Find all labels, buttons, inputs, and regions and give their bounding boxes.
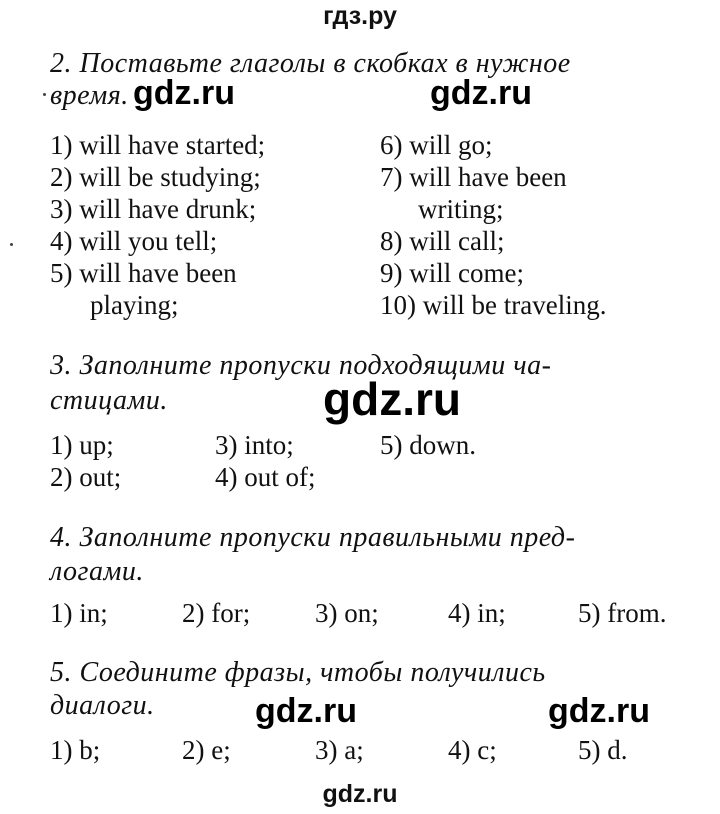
watermark: gdz.ru: [323, 373, 461, 425]
task3-answer-3: 3) into;: [215, 430, 294, 460]
task2-answer-7: 7) will have been: [380, 162, 567, 192]
task2-answer-9: 9) will come;: [380, 258, 524, 288]
task2-answer-5-cont: playing;: [90, 290, 179, 320]
task5-title-line2: диалоги.: [50, 690, 155, 721]
task3-answer-4: 4) out of;: [215, 462, 316, 492]
task4-answer-3: 3) on;: [315, 598, 379, 628]
task2-answer-2: 2) will be studying;: [50, 162, 261, 192]
task3-title-line1: 3. Заполните пропуски подходящими ча-: [50, 350, 552, 381]
task3-answer-1: 1) up;: [50, 430, 114, 460]
task4-answer-2: 2) for;: [182, 598, 251, 628]
site-header: гдз.ру: [323, 2, 397, 30]
task5-answer-3: 3) a;: [315, 735, 364, 765]
task2-answer-4: 4) will you tell;: [50, 226, 218, 256]
task4-answer-4: 4) in;: [448, 598, 506, 628]
task2-answer-7-cont: writing;: [418, 194, 504, 224]
task2-answer-3: 3) will have drunk;: [50, 194, 257, 224]
task4-title-line2: логами.: [50, 556, 144, 587]
task3-answer-2: 2) out;: [50, 462, 122, 492]
task4-answer-1: 1) in;: [50, 598, 108, 628]
task5-answer-5: 5) d.: [578, 735, 628, 765]
task4-title-line1: 4. Заполните пропуски правильными пред-: [50, 522, 576, 553]
task5-answer-1: 1) b;: [50, 735, 101, 765]
task2-answer-1: 1) will have started;: [50, 130, 266, 160]
site-footer: gdz.ru: [322, 780, 398, 808]
watermark: gdz.ru: [548, 692, 650, 730]
task2-title-line2: время.: [50, 80, 129, 111]
task2-title-line1: 2. Поставьте глаголы в скобках в нужное: [50, 48, 571, 79]
task3-answer-5: 5) down.: [380, 430, 476, 460]
task5-answer-2: 2) e;: [182, 735, 231, 765]
task2-answer-8: 8) will call;: [380, 226, 505, 256]
task5-title-line1: 5. Соедините фразы, чтобы получились: [50, 657, 546, 688]
watermark: gdz.ru: [430, 74, 532, 112]
task5-answer-4: 4) c;: [448, 735, 497, 765]
task2-answer-10: 10) will be traveling.: [380, 290, 607, 320]
task3-title-line2: стицами.: [50, 385, 168, 416]
watermark: gdz.ru: [255, 692, 357, 730]
task4-answer-5: 5) from.: [578, 598, 667, 628]
scan-dot: [10, 243, 13, 246]
task2-answer-6: 6) will go;: [380, 130, 493, 160]
watermark: gdz.ru: [133, 74, 235, 112]
scan-dot: [43, 93, 46, 96]
task2-answer-5: 5) will have been: [50, 258, 237, 288]
